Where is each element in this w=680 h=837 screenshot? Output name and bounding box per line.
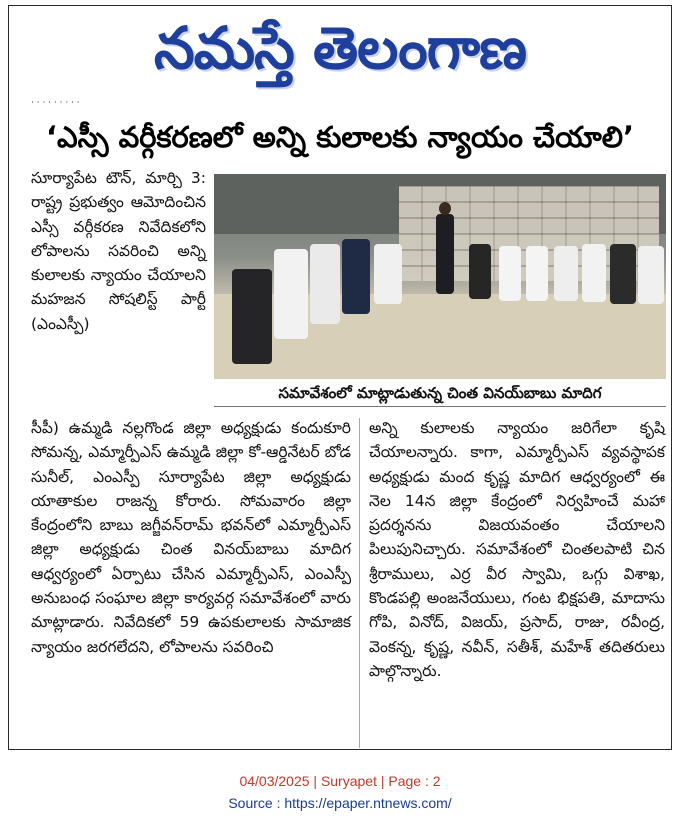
photo-person: [342, 239, 370, 314]
newspaper-masthead: నమస్తే తెలంగాణ: [154, 14, 526, 82]
clipping-frame: [8, 5, 672, 750]
photo-caption: సమావేశంలో మాట్లాడుతున్న చింత వినయ్‌బాబు మాదిగ: [214, 380, 666, 407]
photo-person: [638, 246, 664, 304]
photo-person: [610, 244, 636, 304]
photo-person: [274, 249, 308, 339]
photo-person: [436, 214, 454, 294]
article-column-bottom-left: [31, 416, 351, 659]
photo-person: [232, 269, 272, 364]
photo-person: [582, 244, 606, 302]
photo-person: [374, 244, 402, 304]
photo-person: [554, 246, 578, 301]
article-column-left: [31, 166, 206, 336]
column-divider: [359, 418, 360, 748]
article-paragraph-3: అన్ని కులాలకు న్యాయం జరిగేలా కృషి చేయాలన్నారు. కాగా, ఎమ్మార్పీఎస్ వ్యవస్థాపక అధ్యక్షుడు మంద కృష్ణ మాదిగ ఆధ్వర్యంలో ఈ నెల 14న జిల్లా కేంద్రంలో నిర్వహించే మహా ప్రదర్శనను విజయవంతం చేయాలని పిలుపునిచ్చారు. సమావేశంలో చింతలపాటి చిన శ్రీరాములు, ఎర్ర వీర స్వామి, ఒగ్గు విశాఖ, కొండపల్లి అంజనేయులు, గంట భిక్షపతి, మాదాసు గోపి, వినోద్, విజయ్, ప్రసాద్, రాజు, రవీంద్ర, వెంకన్న, కృష్ణ, నవీన్, సతీశ్, మహేశ్ తదితరులు పాల్గొన్నారు.: [369, 419, 665, 680]
clipping-footer: [0, 770, 680, 814]
footer-source-link[interactable]: Source : https://epaper.ntnews.com/: [228, 795, 452, 811]
meeting-photo: [214, 174, 666, 379]
photo-person: [469, 244, 491, 299]
article-paragraph-2: సీపీ) ఉమ్మడి నల్లగొండ జిల్లా అధ్యక్షుడు కందుకూరి సోమన్న, ఎమ్మార్పీఎస్ ఉమ్మడి జిల్లా కో-ఆర్డినేటర్ బోడ సునీల్, ఎంఎస్పీ సూర్యాపేట జిల్లా అధ్యక్షుడు యాతాకుల రాజన్న కోరారు. సోమవారం జిల్లా కేంద్రంలోని బాబు జగ్జీవన్‌రామ్ భవన్‌లో ఎమ్మార్పీఎస్ జిల్లా అధ్యక్షుడు చింత వినయ్‌బాబు మాదిగ ఆధ్వర్యంలో ఏర్పాటు చేసిన ఎమ్మార్పీఎస్, ఎంఎస్పీ అనుబంధ సంఘాల జిల్లా కార్యవర్గ సమావేశంలో వారు మాట్లాడారు. నివేదికలో 59 ఉపకులాలకు సామాజిక న్యాయం జరగలేదని, లోపాలను సవరించి: [31, 419, 351, 656]
article-column-bottom-right: [369, 416, 665, 683]
cut-line-text: · · · · · · · · ·: [31, 98, 80, 108]
photo-person-head: [439, 202, 451, 215]
photo-person: [310, 244, 340, 324]
photo-person: [526, 246, 548, 301]
article-paragraph-1: సూర్యాపేట టౌన్, మార్చి 3: రాష్ట్ర ప్రభుత్వం ఆమోదించిన ఎస్సీ వర్గీకరణ నివేదికలోని లోపాలను సవరించి అన్ని కులాలకు న్యాయం చేయాలని మహజన సోషలిస్ట్ పార్టీ (ఎంఎస్పీ): [31, 169, 206, 333]
footer-dateline: 04/03/2025 | Suryapet | Page : 2: [239, 773, 441, 789]
photo-person: [499, 246, 521, 301]
article-headline: ‘ఎస్సీ వర్గీకరణలో అన్ని కులాలకు న్యాయం చేయాలి’: [46, 120, 634, 154]
